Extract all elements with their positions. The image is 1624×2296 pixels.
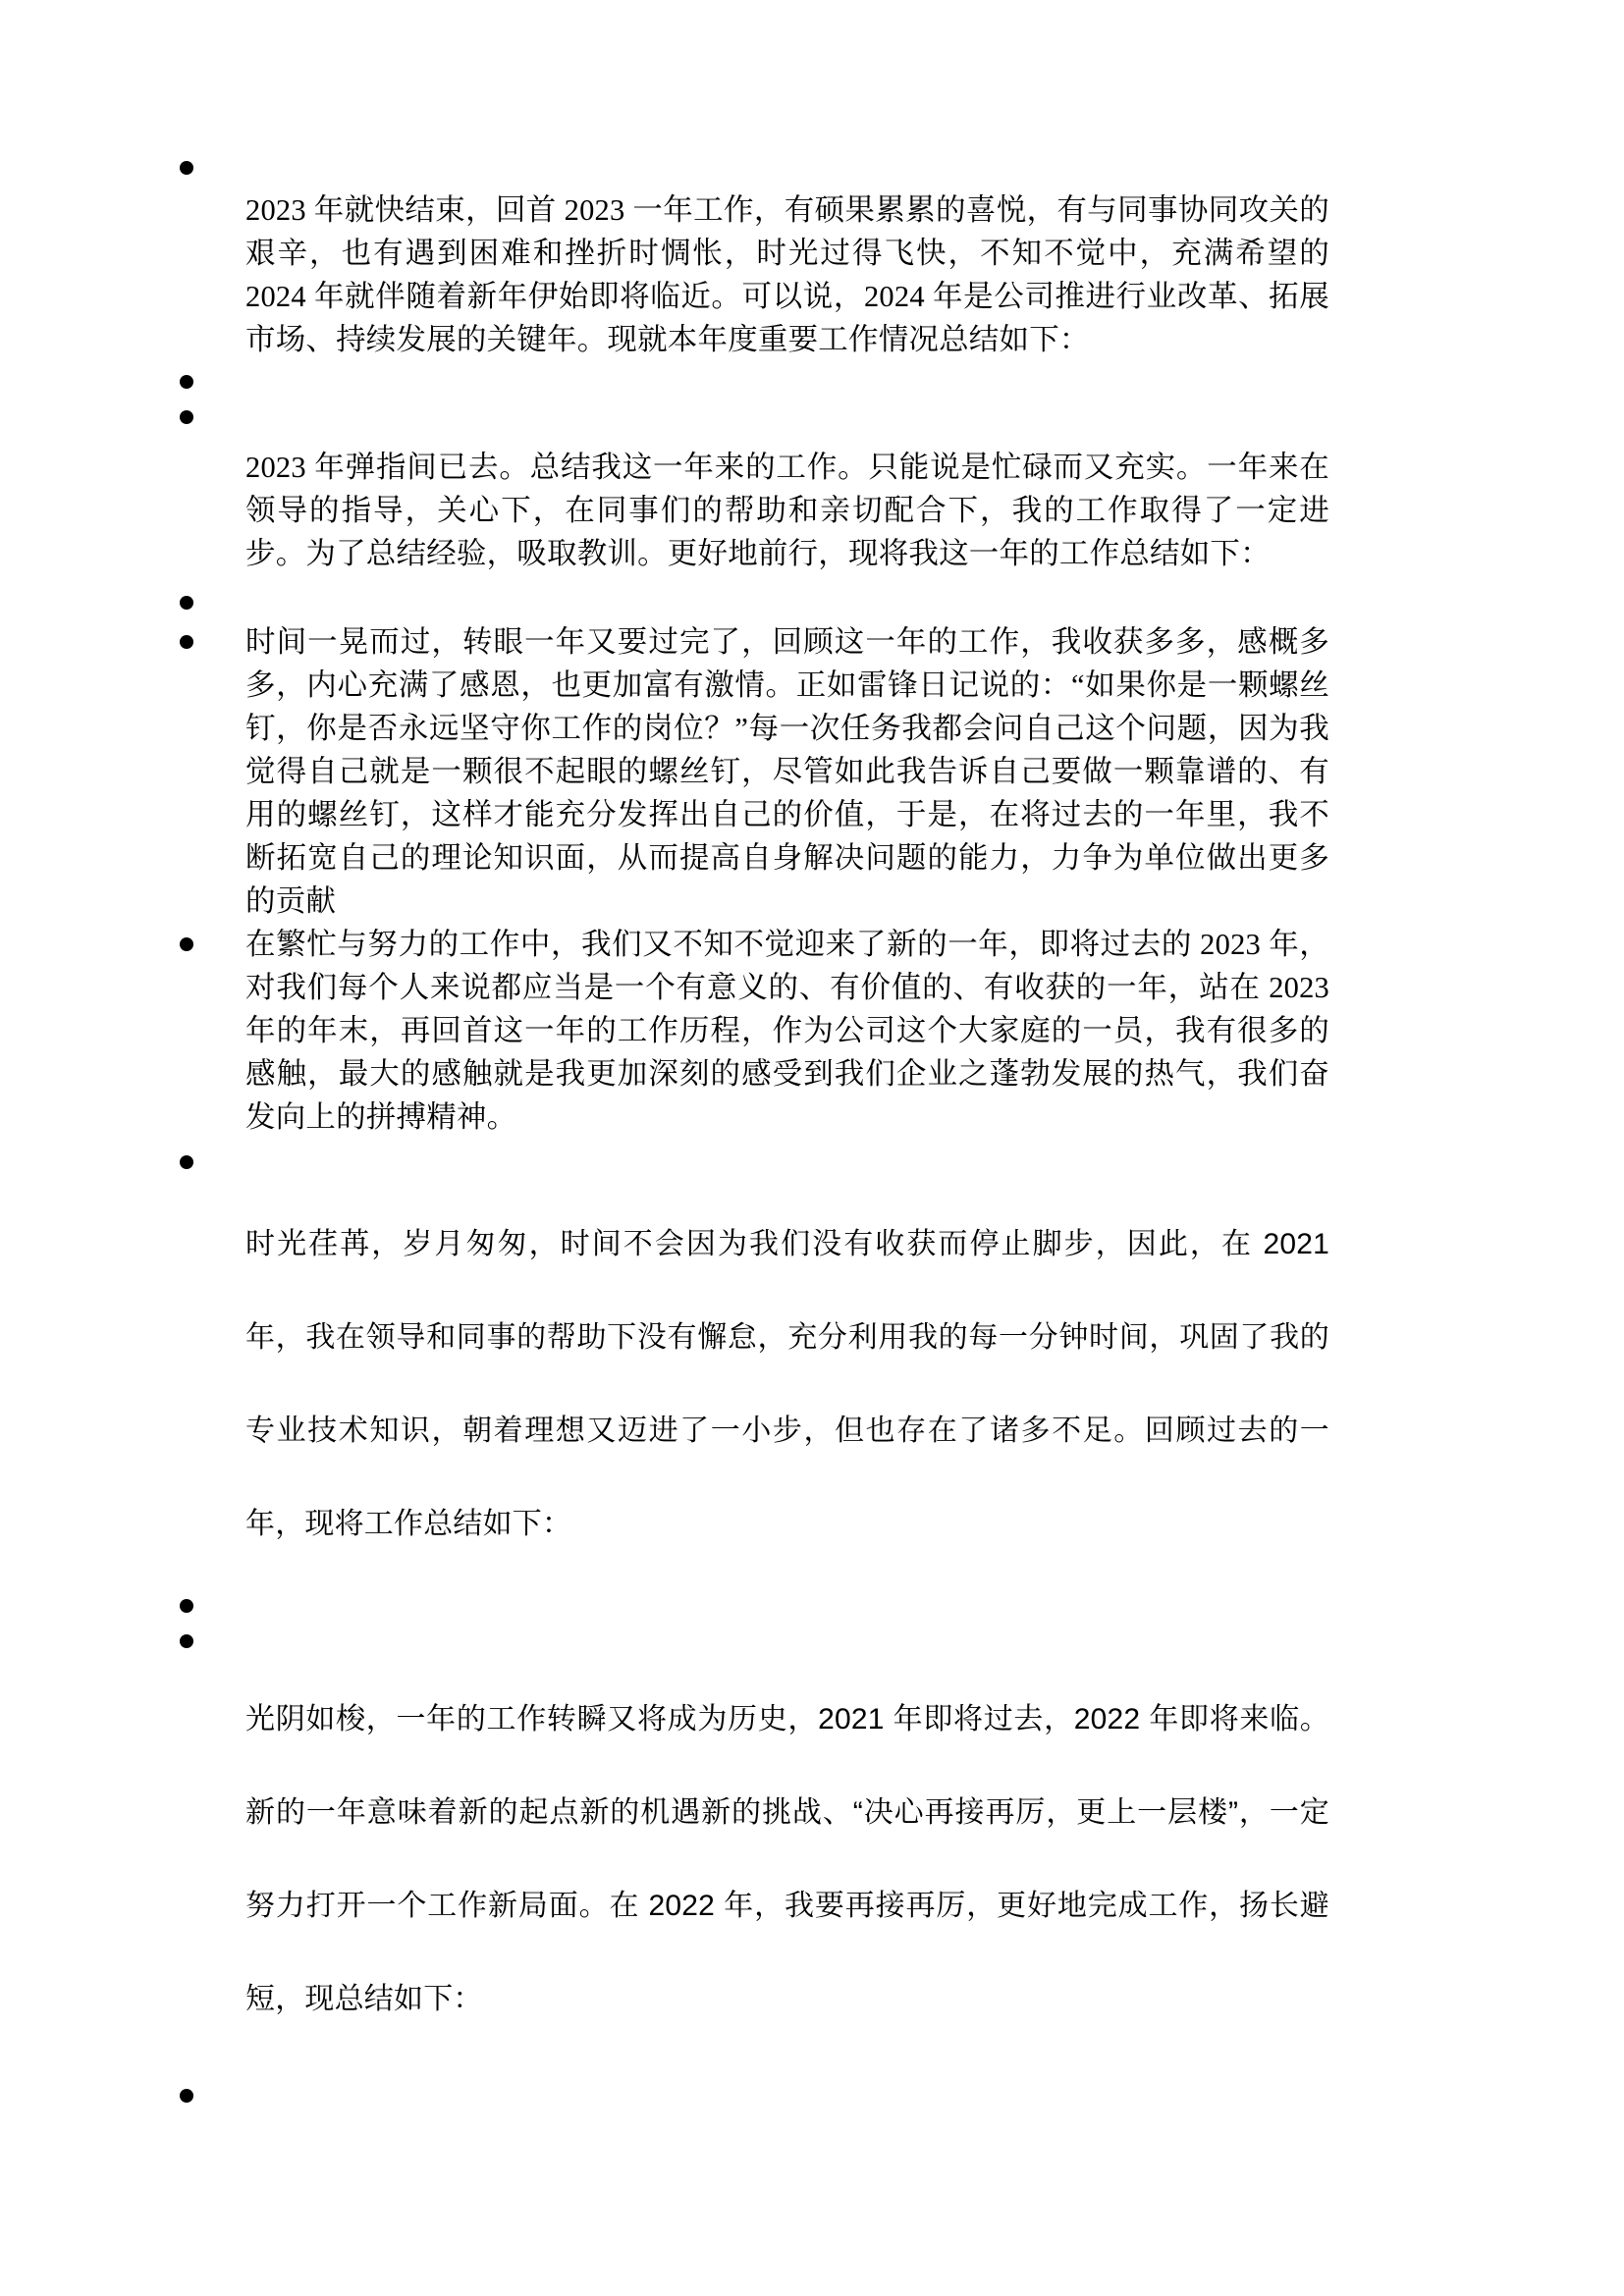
paragraph-wrapper <box>245 923 1329 1139</box>
bullet-icon <box>180 1634 193 1648</box>
bullet-line-spacer <box>245 147 1329 188</box>
list-item[interactable] <box>0 620 1624 923</box>
paragraph-wrapper <box>245 1190 1329 1588</box>
page-top-margin <box>0 0 1624 147</box>
paragraph-text: 时光荏苒，岁月匆匆，时间不会因为我们没有收获而停止脚步，因此，在 2021 年，我在领导和同事的帮助下没有懈怠，充分利用我的每一分钟时间，巩固了我的专业技术知识，朝着理想又迈进了一小步，但也存在了诸多不足。回顾过去的一年，现将工作总结如下： <box>245 1228 1329 1540</box>
bullet-icon <box>180 2089 193 2103</box>
paragraph-wrapper <box>245 404 1329 585</box>
empty-list-item[interactable] <box>0 1624 1624 1659</box>
document-bullet-list <box>0 147 1624 2118</box>
paragraph-text: 光阴如梭，一年的工作转瞬又将成为历史，2021 年即将过去，2022 年即将来临。新的一年意味着新的起点新的机遇新的挑战、“决心再接再厉，更上一层楼”，一定努力打开一个工作新局面。在 2022 年，我要再接再厉，更好地完成工作，扬长避短，现总结如下： <box>245 1703 1329 2015</box>
bullet-icon <box>180 937 193 951</box>
paragraph-text: 在繁忙与努力的工作中，我们又不知不觉迎来了新的一年，即将过去的 2023 年，对我们每个人来说都应当是一个有意义的、有价值的、有收获的一年，站在 2023 年的年末，再回首这一年的工作历程，作为公司这个大家庭的一员，我有很多的感触，最大的感触就是我更加深刻的感受到我们企业之蓬勃发展的热气，我们奋发向上的拼搏精神。 <box>245 928 1329 1134</box>
empty-list-item[interactable] <box>0 2075 1624 2118</box>
paragraph-text: 2023 年就快结束，回首 2023 一年工作，有硕果累累的喜悦，有与同事协同攻关的艰辛，也有遇到困难和挫折时惆怅，时光过得飞快，不知不觉中，充满希望的 2024 年就伴随着新年伊始即将临近。可以说，2024 年是公司推进行业改革、拓展市场、持续发展的关键年。现就本年度重要工作情况总结如下： <box>245 193 1329 356</box>
paragraph-text: 2023 年弹指间已去。总结我这一年来的工作。只能说是忙碌而又充实。一年来在领导的指导，关心下，在同事们的帮助和亲切配合下，我的工作取得了一定进步。为了总结经验，吸取教训。更好地前行，现将我这一年的工作总结如下： <box>245 451 1329 570</box>
list-item[interactable] <box>0 147 1624 361</box>
list-item[interactable] <box>0 1190 1624 1588</box>
bullet-icon <box>180 375 193 389</box>
bullet-icon <box>180 1599 193 1613</box>
paragraph-wrapper <box>245 1659 1329 2075</box>
bullet-icon <box>180 161 193 175</box>
list-item[interactable] <box>0 404 1624 585</box>
bullet-icon <box>180 1155 193 1169</box>
paragraph-wrapper <box>245 147 1329 361</box>
list-item[interactable] <box>0 1659 1624 2075</box>
paragraph-text: 时间一晃而过，转眼一年又要过完了，回顾这一年的工作，我收获多多，感概多多，内心充满了感恩，也更加富有激情。正如雷锋日记说的：“如果你是一颗螺丝钉，你是否永远坚守你工作的岗位？”每一次任务我都会问自己这个问题，因为我觉得自己就是一颗很不起眼的螺丝钉，尽管如此我告诉自己要做一颗靠谱的、有用的螺丝钉，这样才能充分发挥出自己的价值，于是，在将过去的一年里，我不断拓宽自己的理论知识面，从而提高自身解决问题的能力，力争为单位做出更多的贡献 <box>245 625 1329 918</box>
empty-list-item[interactable] <box>0 585 1624 620</box>
empty-list-item[interactable] <box>0 1139 1624 1190</box>
paragraph-wrapper <box>245 620 1329 923</box>
list-item[interactable] <box>0 923 1624 1139</box>
empty-list-item[interactable] <box>0 361 1624 404</box>
empty-list-item[interactable] <box>0 1588 1624 1624</box>
bullet-icon <box>180 596 193 610</box>
bullet-icon <box>180 410 193 424</box>
bullet-line-spacer <box>245 404 1329 446</box>
bullet-icon <box>180 635 193 649</box>
